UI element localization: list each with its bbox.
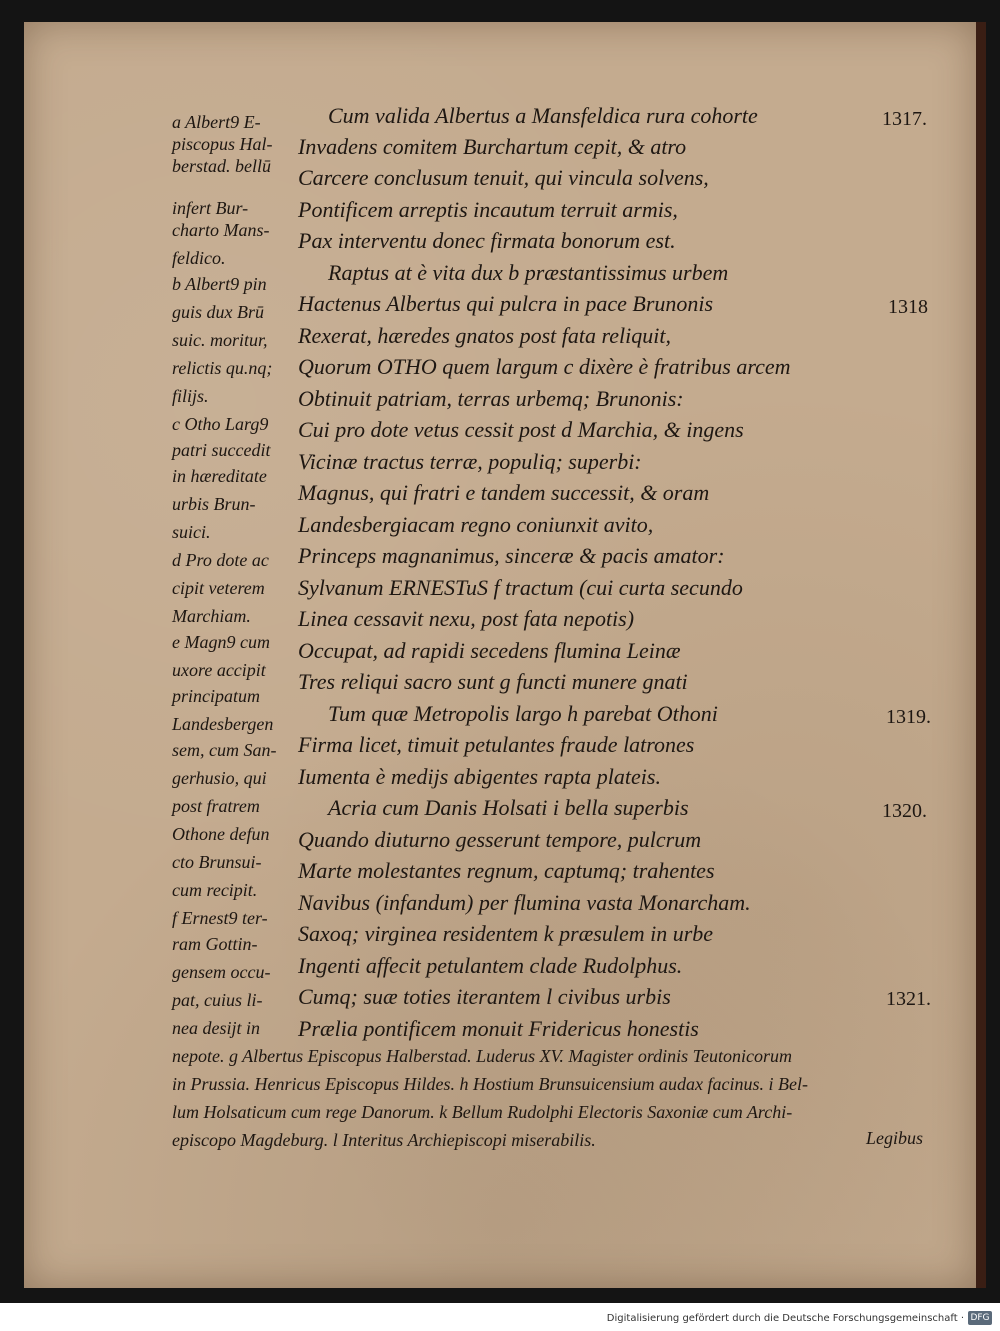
footnote-line: in Prussia. Henricus Episcopus Hildes. h Hostium Brunsuicensium audax facinus. i Bel- <box>172 1074 808 1094</box>
margin-note: ram Gottin- <box>172 934 258 954</box>
verse-line: Quando diuturno gesserunt tempore, pulcrum <box>298 827 702 852</box>
verse-line: Hactenus Albertus qui pulcra in pace Brunonis <box>298 291 714 316</box>
verse-line: Acria cum Danis Holsati i bella superbis <box>328 795 689 820</box>
margin-note: f Ernest9 ter- <box>172 908 268 928</box>
margin-note: patri succedit <box>172 440 271 460</box>
verse-line: Magnus, qui fratri e tandem successit, & oram <box>298 480 710 505</box>
verse-line: Vicinæ tractus terræ, populiq; superbi: <box>298 449 642 474</box>
dfg-logo-icon: DFG <box>968 1311 992 1325</box>
margin-note: filijs. <box>172 386 209 406</box>
margin-note: e Magn9 cum <box>172 632 270 652</box>
verse-line: Tum quæ Metropolis largo h parebat Othoni <box>328 701 718 726</box>
margin-note: charto Mans- <box>172 220 270 240</box>
margin-note: sem, cum San- <box>172 740 277 760</box>
verse-line: Prælia pontificem monuit Fridericus honestis <box>298 1016 699 1041</box>
book-spine-edge <box>976 22 986 1288</box>
year-marker: 1318 <box>888 296 928 318</box>
verse-line: Princeps magnanimus, sinceræ & pacis amator: <box>298 543 725 568</box>
year-marker: 1319. <box>886 706 931 728</box>
margin-note: infert Bur- <box>172 198 249 218</box>
verse-line: Linea cessavit nexu, post fata nepotis) <box>298 606 635 631</box>
verse-line: Saxoq; virginea residentem k præsulem in urbe <box>298 921 714 946</box>
margin-note: cto Brunsui- <box>172 852 262 872</box>
margin-note: c Otho Larg9 <box>172 414 269 434</box>
footer-bar <box>0 1303 1000 1331</box>
footer-credit: Digitalisierung gefördert durch die Deutsche Forschungsgemeinschaft · <box>606 1313 964 1324</box>
catchword: Legibus <box>866 1128 924 1148</box>
margin-note: b Albert9 pin <box>172 274 267 294</box>
verse-line: Sylvanum ERNESTuS f tractum (cui curta secundo <box>298 575 743 600</box>
margin-note: in hæreditate <box>172 466 267 486</box>
verse-line: Ingenti affecit petulantem clade Rudolphus. <box>298 953 683 978</box>
year-marker: 1317. <box>882 108 927 130</box>
verse-line: Invadens comitem Burchartum cepit, & atro <box>298 134 687 159</box>
margin-note: suic. moritur, <box>172 330 268 350</box>
margin-note: uxore accipit <box>172 660 266 680</box>
margin-note: gerhusio, qui <box>172 768 267 788</box>
verse-line: Obtinuit patriam, terras urbemq; Brunonis: <box>298 386 684 411</box>
verse-line: Raptus at è vita dux b præstantissimus urbem <box>328 260 729 285</box>
book-page <box>24 22 976 1288</box>
verse-line: Pax interventu donec firmata bonorum est. <box>298 228 676 253</box>
margin-note: principatum <box>172 686 260 706</box>
margin-note: pat, cuius li- <box>172 990 263 1010</box>
margin-note: Othone defun <box>172 824 270 844</box>
margin-note: gensem occu- <box>172 962 271 982</box>
margin-note: feldico. <box>172 248 226 268</box>
margin-note: suici. <box>172 522 211 542</box>
verse-line: Cumq; suæ toties iterantem l civibus urbis <box>298 984 671 1009</box>
margin-note: cum recipit. <box>172 880 258 900</box>
margin-note: relictis qu.nq; <box>172 358 273 378</box>
margin-note: Marchiam. <box>172 606 251 626</box>
margin-note: Landesbergen <box>172 714 274 734</box>
margin-note: post fratrem <box>172 796 260 816</box>
margin-note: piscopus Hal- <box>172 134 273 154</box>
margin-note: nea desijt in <box>172 1018 260 1038</box>
margin-note: cipit veterem <box>172 578 265 598</box>
verse-line: Landesbergiacam regno coniunxit avito, <box>298 512 654 537</box>
year-marker: 1321. <box>886 988 931 1010</box>
verse-line: Quorum OTHO quem largum c dixère è fratribus arcem <box>298 354 791 379</box>
margin-note: urbis Brun- <box>172 494 256 514</box>
verse-line: Iumenta è medijs abigentes rapta plateis. <box>298 764 661 789</box>
verse-line: Pontificem arreptis incautum terruit armis, <box>298 197 678 222</box>
verse-line: Cui pro dote vetus cessit post d Marchia, & ingens <box>298 417 744 442</box>
margin-note: d Pro dote ac <box>172 550 269 570</box>
verse-line: Carcere conclusum tenuit, qui vincula solvens, <box>298 165 709 190</box>
year-marker: 1320. <box>882 800 927 822</box>
margin-note: a Albert9 E- <box>172 112 261 132</box>
verse-line: Navibus (infandum) per flumina vasta Monarcham. <box>298 890 751 915</box>
verse-line: Tres reliqui sacro sunt g functi munere gnati <box>298 669 688 694</box>
footnote-line: lum Holsaticum cum rege Danorum. k Bellum Rudolphi Electoris Saxoniæ cum Archi- <box>172 1102 793 1122</box>
verse-line: Cum valida Albertus a Mansfeldica rura cohorte <box>328 103 758 128</box>
verse-line: Firma licet, timuit petulantes fraude latrones <box>298 732 695 757</box>
verse-line: Marte molestantes regnum, captumq; trahentes <box>298 858 715 883</box>
footnote-line: episcopo Magdeburg. l Interitus Archiepiscopi miserabilis. <box>172 1130 596 1150</box>
margin-note: guis dux Brū <box>172 302 264 322</box>
margin-note: berstad. bellū <box>172 156 271 176</box>
verse-line: Occupat, ad rapidi secedens flumina Leinæ <box>298 638 681 663</box>
verse-line: Rexerat, hæredes gnatos post fata reliquit, <box>298 323 671 348</box>
footnote-line: nepote. g Albertus Episcopus Halberstad. Luderus XV. Magister ordinis Teutonicorum <box>172 1046 793 1066</box>
